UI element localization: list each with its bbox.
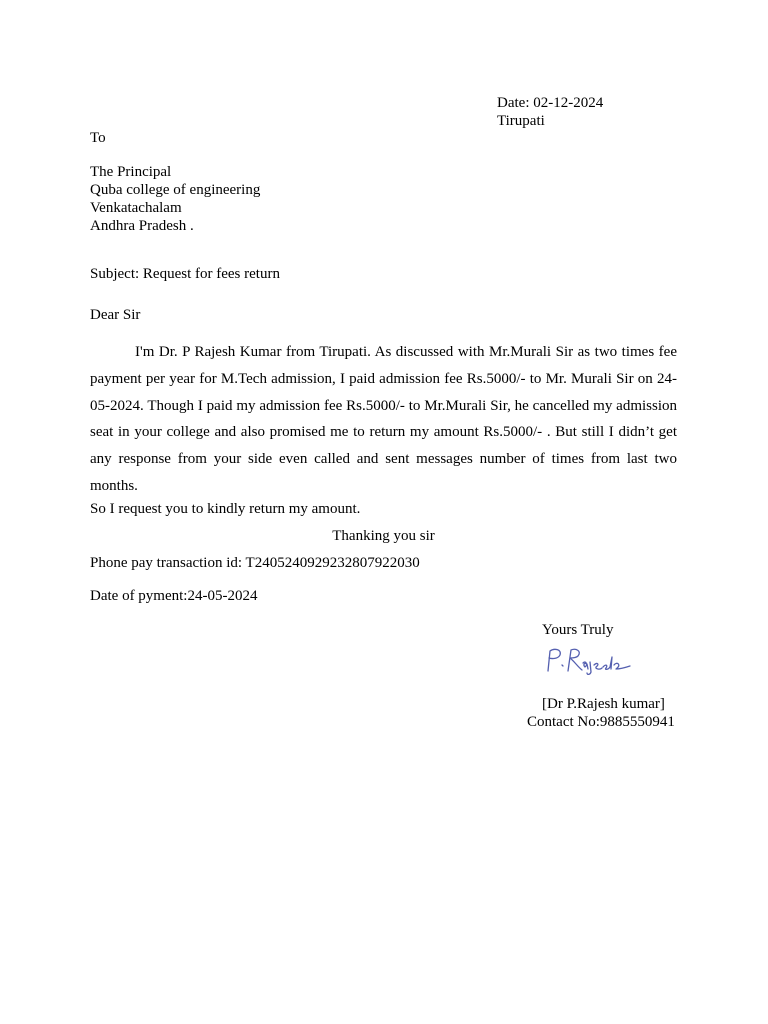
transaction-id: Phone pay transaction id: T2405240929232807922030 [90,555,420,571]
letter-date: Date: 02-12-2024 [497,95,604,111]
recipient-line: The Principal [90,164,172,180]
thanks-line: Thanking you sir [332,528,435,544]
letter-place: Tirupati [497,113,545,129]
subject-line: Subject: Request for fees return [90,266,280,282]
salutation: Dear Sir [90,307,141,323]
yours-truly: Yours Truly [542,622,614,638]
body-paragraph: I'm Dr. P Rajesh Kumar from Tirupati. As discussed with Mr.Murali Sir as two times fee payment per year for M.Tech admission, I paid admission fee Rs.5000/- to Mr. Murali Sir on 24-05-2024. Though I paid my admission fee Rs.5000/- to Mr.Murali Sir, he cancelled my admission seat in your college and also promised me to return my amount Rs.5000/- . But still I didn’t get any response from your side even called and sent messages number of times from last two months. [90,344,677,494]
recipient-line: Andhra Pradesh . [90,218,194,234]
sender-name: [Dr P.Rajesh kumar] [542,696,665,712]
recipient-line: Quba college of engineering [90,182,261,198]
payment-date: Date of pyment:24-05-2024 [90,588,258,604]
date-block [497,94,603,130]
request-line: So I request you to kindly return my amount. [90,501,361,517]
signature-image [540,643,636,677]
sender-contact: Contact No:9885550941 [527,714,675,730]
to-label: To [90,130,106,146]
recipient-address [90,163,260,235]
recipient-line: Venkatachalam [90,200,182,216]
